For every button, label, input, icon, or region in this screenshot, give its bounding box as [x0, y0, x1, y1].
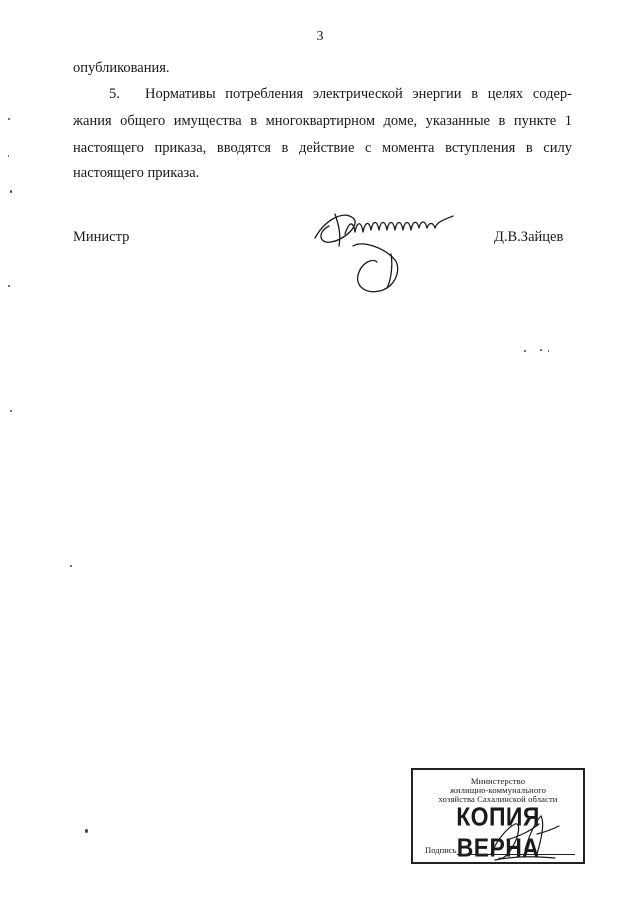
body-line-1: опубликования. — [73, 60, 170, 76]
scan-speck — [10, 190, 12, 193]
stamp-signature — [485, 810, 565, 864]
body-line-3: жания общего имущества в многоквартирном доме, указанные в пункте 1 — [73, 113, 572, 129]
scan-speck — [540, 349, 542, 351]
item-text: Нормативы потребления электрической энергии в целях содер- — [145, 86, 572, 102]
scan-speck — [524, 350, 526, 352]
certification-stamp — [411, 768, 585, 864]
scan-speck — [70, 565, 72, 567]
handwritten-signature — [305, 200, 465, 305]
body-line-4: настоящего приказа, вводятся в действие с момента вступления в силу — [73, 140, 572, 156]
scan-speck — [10, 410, 12, 412]
scan-speck — [548, 350, 549, 352]
signatory-name: Д.В.Зайцев — [494, 229, 564, 245]
body-line-5: настоящего приказа. — [73, 165, 200, 181]
page-number: 3 — [316, 29, 324, 44]
stamp-copy-true: КОПИЯ ВЕРНА — [456, 801, 540, 863]
body-line-2 — [73, 85, 572, 103]
scan-speck — [8, 118, 10, 120]
stamp-org-line-1: Министерство — [470, 776, 526, 786]
item-number: 5. — [109, 86, 120, 102]
stamp-sign-label: Подпись — [425, 845, 457, 855]
signatory-title: Министр — [73, 229, 130, 245]
scan-speck — [8, 155, 9, 157]
stamp-org-line-3: хозяйства Сахалинской области — [438, 794, 558, 804]
scan-speck — [8, 285, 10, 287]
scan-speck — [85, 829, 88, 833]
stamp-org-line-2: жилищно-коммунального — [449, 785, 547, 795]
